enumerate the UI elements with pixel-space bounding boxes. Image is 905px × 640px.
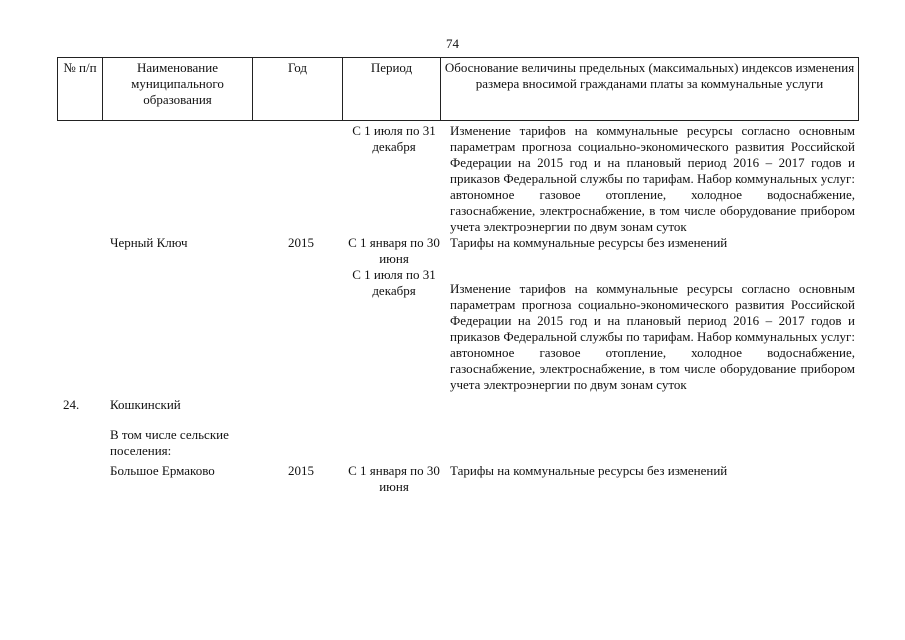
row-period: С 1 января по 30 июня bbox=[348, 235, 440, 266]
row-period: С 1 июля по 31 декабря bbox=[352, 123, 436, 154]
header-year: Год bbox=[252, 57, 342, 121]
row-name: Черный Ключ bbox=[110, 235, 188, 250]
row-period: С 1 июля по 31 декабря bbox=[352, 267, 436, 298]
row-name: Кошкинский bbox=[110, 397, 181, 412]
row-year bbox=[252, 121, 342, 235]
row-name: Большое Ермаково bbox=[110, 463, 215, 478]
row-num bbox=[57, 235, 102, 267]
header-name: Наименование муниципального образования bbox=[102, 57, 252, 121]
row-year bbox=[252, 393, 342, 413]
row-name bbox=[102, 121, 252, 235]
row-year bbox=[252, 267, 342, 393]
page-number: 74 bbox=[446, 36, 459, 51]
row-year: 2015 bbox=[288, 235, 314, 250]
row-basis: Тарифы на коммунальные ресурсы без изменений bbox=[450, 463, 728, 478]
row-num bbox=[57, 459, 102, 495]
row-num: 24. bbox=[63, 397, 80, 412]
row-year bbox=[252, 413, 342, 459]
header-num: № п/п bbox=[57, 57, 102, 121]
row-name bbox=[102, 267, 252, 393]
row-period bbox=[342, 413, 440, 459]
row-num bbox=[57, 267, 102, 393]
row-num bbox=[57, 413, 102, 459]
row-name: В том числе сельские поселения: bbox=[110, 427, 229, 458]
tariff-table bbox=[57, 57, 859, 495]
row-year: 2015 bbox=[288, 463, 314, 478]
header-basis: Обоснование величины предельных (максимальных) индексов изменения размера вносимой гражданами платы за коммунальные услуги bbox=[440, 57, 859, 121]
row-basis: Тарифы на коммунальные ресурсы без изменений bbox=[450, 235, 728, 250]
row-num bbox=[57, 121, 102, 235]
row-basis: Изменение тарифов на коммунальные ресурсы согласно основным параметрам прогноза социально-экономического развития Российской Федерации на 2015 год и на плановый период 2016 – 2017 годов и приказов Федеральной службы по тарифам. Набор коммунальных услуг: автономное газовое отопление, холодное водоснабжение, газоснабжение, электроснабжение, в том числе оборудование прибором учета электроэнергии по двум зонам суток bbox=[450, 281, 855, 392]
row-basis bbox=[440, 413, 859, 459]
header-period: Период bbox=[342, 57, 440, 121]
row-period bbox=[342, 393, 440, 413]
row-basis: Изменение тарифов на коммунальные ресурсы согласно основным параметрам прогноза социально-экономического развития Российской Федерации на 2015 год и на плановый период 2016 – 2017 годов и приказов Федеральной службы по тарифам. Набор коммунальных услуг: автономное газовое отопление, холодное водоснабжение, газоснабжение, электроснабжение, в том числе оборудование прибором учета электроэнергии по двум зонам суток bbox=[450, 123, 855, 234]
row-period: С 1 января по 30 июня bbox=[348, 463, 440, 494]
row-basis bbox=[440, 393, 859, 413]
